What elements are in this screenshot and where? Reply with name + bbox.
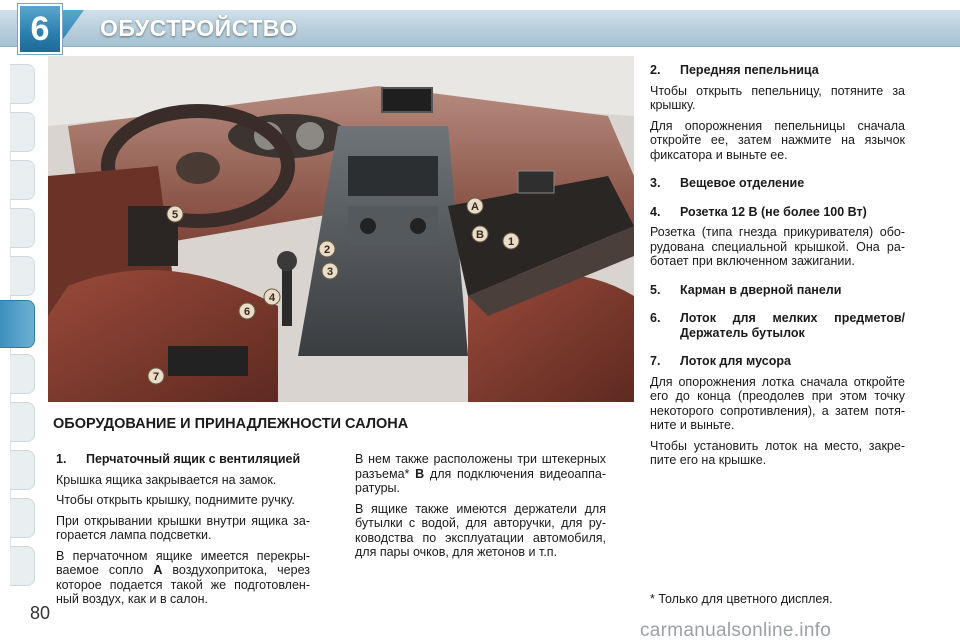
chapter-tab[interactable] [10,450,35,490]
item-title: Розетка 12 В (не более 100 Вт) [680,204,867,219]
paragraph-text: воздухопритока, через которое подается такой же подготовлен-ный воздух, как и в салон. [56,563,310,606]
list-item [650,311,905,340]
svg-text:3: 3 [326,266,334,278]
svg-text:7: 7 [152,371,160,383]
paragraph: В ящике также имеются держатели для бутылки с водой, для авторучки, для ру-ководства по эксплуатации автомобиля, для пары очков, для жетонов и т.п. [355,501,606,559]
photo-label-3 [322,263,338,279]
photo-label-6 [239,303,255,319]
item-title: Передняя пепельница [680,63,819,77]
photo-label-a [467,198,483,214]
chapter-tab[interactable] [10,112,35,152]
item-title: Перчаточный ящик с вентиляцией [86,452,301,466]
text-column-2 [355,452,606,566]
item-title: Вещевое отделение [680,176,805,190]
paragraph-text: В перчаточном ящике имеется перекры-ваемое сопло [56,548,310,577]
item-number: 2. [650,63,661,77]
item-heading [650,176,905,191]
paragraph-text: для подключения видеоаппа-ратуры. [355,466,606,495]
page-header [0,0,960,56]
item-heading [650,354,905,369]
item-number: 4. [650,204,661,219]
item-number: 1. [56,452,67,466]
list-item [650,354,905,468]
paragraph: Для опорожнения лотка сначала откройте его до конца (преодолев при этом точку некоторого сопротивления), а затем потя-ните и выньте. [650,374,905,432]
chapter-tab[interactable] [10,64,35,104]
svg-text:5: 5 [171,209,179,221]
list-item [650,283,905,298]
paragraph [56,549,310,607]
label-letter: B [415,466,425,481]
item-number: 5. [650,282,661,297]
footnote: * Только для цветного дисплея. [650,592,833,606]
paragraph: Чтобы открыть крышку, поднимите ручку. [56,493,295,507]
svg-text:2: 2 [323,244,331,256]
list-item [650,205,905,269]
interior-illustration [48,56,634,402]
photo-label-2 [319,241,335,257]
item-number: 7. [650,354,661,368]
label-letter: A [153,563,163,577]
chapter-tab[interactable] [10,160,35,200]
chapter-tab[interactable] [10,546,35,586]
section-title: ОБОРУДОВАНИЕ И ПРИНАДЛЕЖНОСТИ САЛОНА [53,416,409,432]
svg-text:1: 1 [507,236,515,248]
chapter-tabs [0,64,40,584]
interior-photo [48,56,634,402]
item-heading [650,63,905,78]
chapter-tab[interactable] [10,402,35,442]
photo-label-4 [264,289,280,305]
paragraph: При открывании крышки внутри ящика за-горается лампа подсветки. [56,513,310,542]
item-number: 3. [650,176,661,190]
item-title: Карман в дверной панели [680,282,842,297]
chapter-tab[interactable] [10,208,35,248]
svg-text:A: A [471,201,479,213]
paragraph: Чтобы открыть пепельницу, потяните за крышку. [650,83,905,112]
svg-text:6: 6 [243,306,251,318]
photo-label-b [472,226,488,242]
page-number: 80 [30,603,51,623]
svg-text:4: 4 [268,292,276,304]
text-column-1 [56,452,310,613]
chapter-tab[interactable] [10,256,35,296]
photo-label-5 [167,206,183,222]
item-heading [650,311,905,340]
watermark: carmanualsonline.info [640,620,832,641]
paragraph: Чтобы установить лоток на место, закре-пите его на крышке. [650,438,905,467]
photo-label-7 [148,368,164,384]
item-1-heading [56,452,310,467]
paragraph: Крышка ящика закрывается на замок. [56,472,277,487]
text-column-3 [650,63,905,482]
paragraph: Розетка (типа гнезда прикуривателя) обо-рудована специальной крышкой. Она ра-ботает при включенном зажигании. [650,225,905,268]
item-title: Лоток для мелких предметов/ Держатель бутылок [680,311,905,340]
list-item [650,176,905,191]
paragraph-text: В нем также расположены три штекерных разъема* [355,452,606,481]
list-item [650,63,905,162]
chapter-tab[interactable] [10,498,35,538]
item-title: Лоток для мусора [680,354,791,368]
chapter-tab-active[interactable] [0,300,35,348]
photo-label-1 [503,233,519,249]
item-number: 6. [650,311,661,325]
paragraph: Для опорожнения пепельницы сначала откройте ее, затем нажмите на язычок фиксатора и выньте ее. [650,118,905,162]
chapter-tab[interactable] [10,354,35,394]
chapter-title: ОБУСТРОЙСТВО [100,15,298,41]
item-heading [650,283,905,298]
chapter-number-badge: 6 [18,4,62,54]
item-heading [650,205,905,220]
svg-text:B: B [476,229,484,241]
paragraph [355,452,606,496]
